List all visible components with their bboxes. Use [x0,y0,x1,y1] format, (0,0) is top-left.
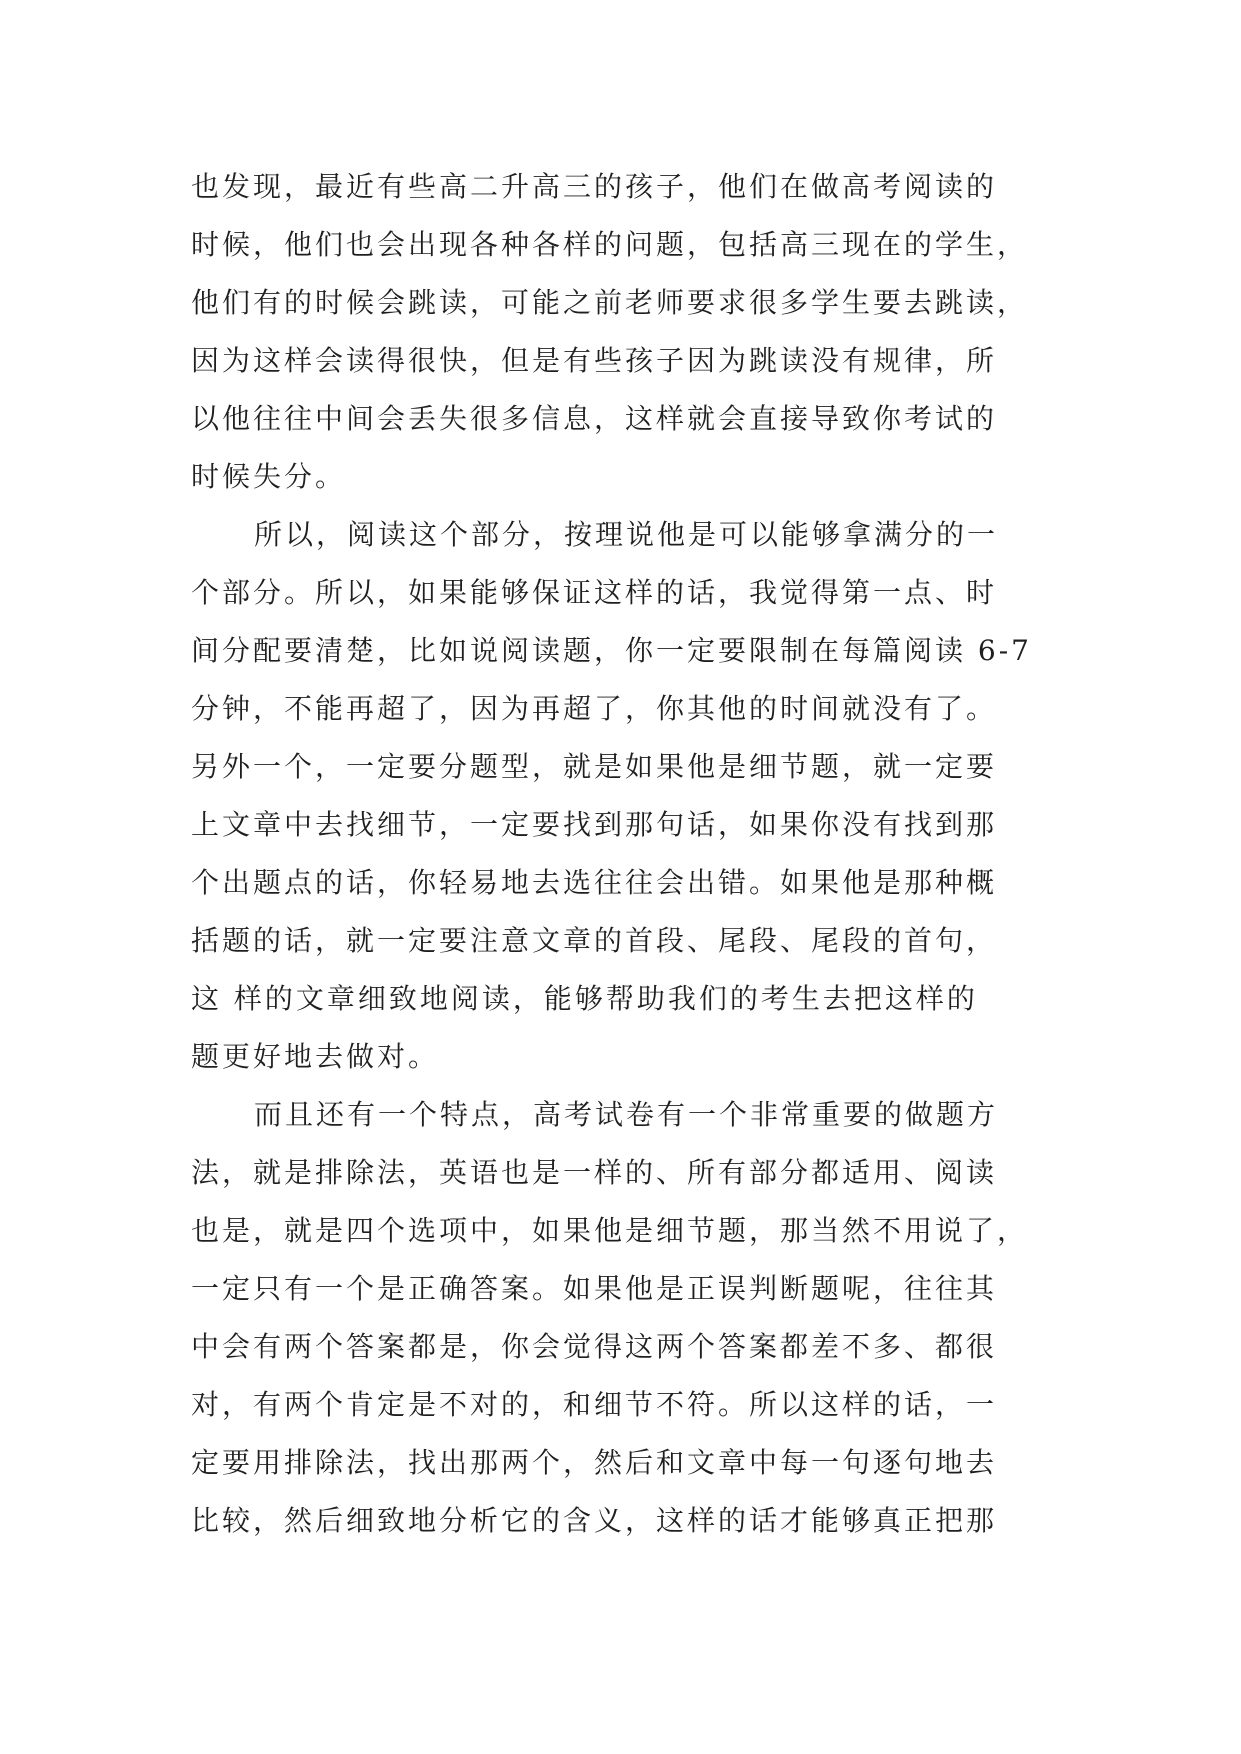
text-line: 以他往往中间会丢失很多信息，这样就会直接导致你考试的 [191,402,998,435]
text-line: 个出题点的话，你轻易地去选往往会出错。如果他是那种概 [191,866,998,899]
text-line: 也是，就是四个选项中，如果他是细节题，那当然不用说了， [191,1214,1029,1247]
text-line: 时候，他们也会出现各种各样的问题，包括高三现在的学生， [191,228,1029,261]
text-line: 比较，然后细致地分析它的含义，这样的话才能够真正把那 [191,1504,998,1537]
text-line: 分钟，不能再超了，因为再超了，你其他的时间就没有了。 [191,692,998,725]
text-line: 一定只有一个是正确答案。如果他是正误判断题呢，往往其 [191,1272,998,1305]
body-text [191,158,1091,1550]
text-line: 题更好地去做对。 [191,1040,440,1073]
text-line: 个部分。所以，如果能够保证这样的话，我觉得第一点、时 [191,576,998,609]
paragraph-3 [191,1086,1091,1550]
text-line: 时候失分。 [191,460,347,493]
text-line: 中会有两个答案都是，你会觉得这两个答案都差不多、都很 [191,1330,998,1363]
text-line: 括题的话，就一定要注意文章的首段、尾段、尾段的首句， [191,924,998,957]
text-line: 因为这样会读得很快，但是有些孩子因为跳读没有规律，所 [191,344,998,377]
paragraph-1 [191,158,1091,506]
text-line: 这 样的文章细致地阅读，能够帮助我们的考生去把这样的 [191,982,978,1015]
text-line: 上文章中去找细节，一定要找到那句话，如果你没有找到那 [191,808,998,841]
text-line: 另外一个，一定要分题型，就是如果他是细节题，就一定要 [191,750,998,783]
text-line: 法，就是排除法，英语也是一样的、所有部分都适用、阅读 [191,1156,998,1189]
text-line: 对，有两个肯定是不对的，和细节不符。所以这样的话，一 [191,1388,998,1421]
text-line: 也发现，最近有些高二升高三的孩子，他们在做高考阅读的 [191,170,998,203]
text-line: 定要用排除法，找出那两个，然后和文章中每一句逐句地去 [191,1446,998,1479]
text-line: 他们有的时候会跳读，可能之前老师要求很多学生要去跳读， [191,286,1029,319]
text-line: 所以，阅读这个部分，按理说他是可以能够拿满分的一 [254,518,999,551]
text-line: 间分配要清楚，比如说阅读题，你一定要限制在每篇阅读 6-7 [191,634,1032,667]
text-line: 而且还有一个特点，高考试卷有一个非常重要的做题方 [254,1098,999,1131]
paragraph-2 [191,506,1091,1086]
